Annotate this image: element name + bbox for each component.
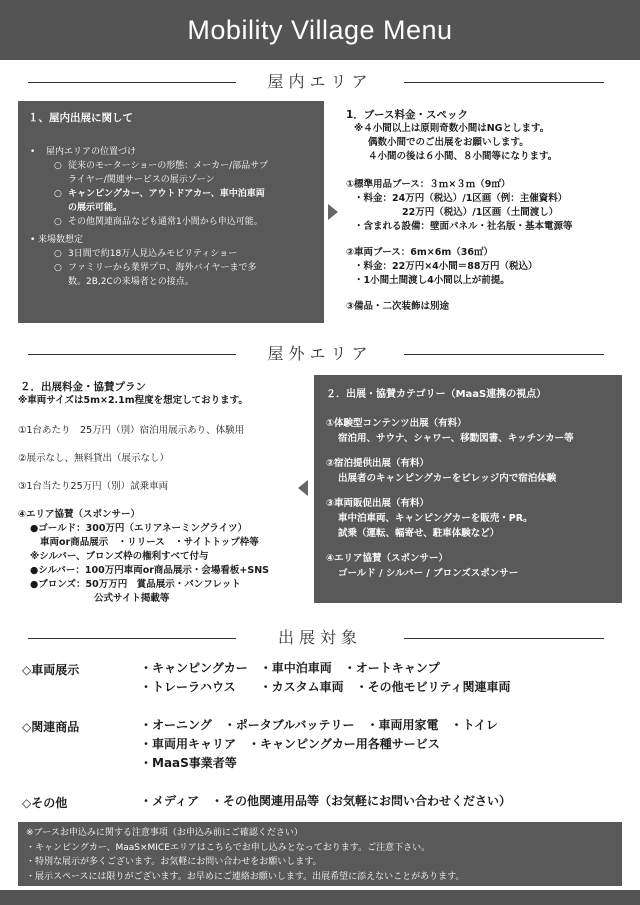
standard-booth-title: ①標準用品ブース：３ｍ×３ｍ（9㎡） (346, 179, 511, 190)
category-line: ・メディア ・その他関連用品等（お気軽にお問い合わせください） (140, 794, 512, 808)
sponsor-title: ④エリア協賛（スポンサー） (18, 509, 141, 520)
category-line: ・キャンピングカー ・車中泊車両 ・オートキャンプ (140, 661, 440, 675)
arrow-left-icon (298, 480, 308, 496)
outdoor-plan-heading: ２．出展料金・協賛プラン (20, 381, 146, 393)
booth-note: ※４小間以上は原則奇数小間はNGとします。 (354, 123, 550, 134)
booth-spec-heading: 1．ブース料金・スペック (346, 109, 468, 121)
sponsor-silver: ●シルバー：100万円車両or商品展示・会場看板+SNS (30, 565, 270, 576)
sponsor-gold-note: ※シルバー、ブロンズ枠の権利すべて付与 (30, 551, 209, 562)
page-header (0, 0, 640, 60)
category-title: ③車両販促出展（有料） (326, 498, 430, 509)
category-items-other (140, 792, 511, 811)
category-detail: 試乗（運転、幅寄せ、駐車体験など） (338, 528, 500, 539)
car-booth-note: ・1小間土間渡し4小間以上が前提。 (354, 275, 510, 286)
list-item: ○ ファミリーから業界プロ、海外バイヤーまで多 (54, 263, 257, 273)
sponsor-bronze: ●ブロンズ：50万万円 賞品展示・パンフレット (30, 579, 241, 590)
indoor-info-list (28, 145, 314, 289)
arrow-right-icon (328, 204, 338, 220)
category-label-products: ◇関連商品 (22, 720, 80, 734)
category-items-products (140, 716, 498, 773)
category-title: ④エリア協賛（スポンサー） (326, 553, 449, 564)
extra-note: ③備品・二次装飾は別途 (346, 301, 450, 312)
category-items-vehicles (140, 659, 510, 697)
targets-section-title (0, 626, 640, 650)
indoor-info-box (18, 101, 324, 323)
outdoor-plan-note: ※車両サイズは5m×2.1m程度を想定しております。 (18, 395, 248, 406)
outdoor-category-box (314, 375, 622, 603)
plan-item: ①1台あたり 25万円（別）宿泊用展示あり、体験用 (18, 425, 245, 436)
page-title: Mobility Village Menu (187, 15, 453, 45)
list-item: ○ その他関連商品なども通常1小間から申込可能。 (54, 217, 263, 227)
category-line: ・車両用キャリア ・キャンピングカー用各種サービス (140, 737, 440, 751)
list-item: • 屋内エリアの位置づけ (30, 147, 137, 157)
category-line: ・トレーラハウス ・カスタム車両 ・その他モビリティ関連車両 (140, 680, 511, 694)
standard-booth-price: ・料金：24万円（税込）/1区画（例：主催資料） (354, 193, 568, 204)
category-title: ①体験型コンテンツ出展（有料） (326, 418, 467, 429)
sponsor-gold: ●ゴールド：300万円（エリアネーミングライツ） (30, 523, 248, 534)
outdoor-section-title (0, 342, 640, 366)
sponsor-bronze-detail: 公式サイト掲載等 (94, 593, 170, 604)
standard-booth-price: 22万円（税込）/1区画（土間渡し） (402, 207, 559, 218)
category-label-other: ◇その他 (22, 796, 68, 810)
list-item: ○ 3日間で約18万人見込みモビリティショー (54, 249, 238, 259)
footer-notice-box (18, 822, 622, 886)
category-title: ②宿泊提供出展（有料） (326, 458, 430, 469)
outdoor-title-text: 屋外エリア (267, 344, 373, 363)
list-item: ライヤー/関連サービスの展示ゾーン (68, 175, 215, 185)
sponsor-gold-detail: 車両or商品展示 ・リリース ・サイトトップ枠等 (40, 537, 259, 548)
outdoor-plan (18, 380, 308, 606)
bottom-bar (0, 890, 640, 905)
plan-item: ③1台当たり25万円（別）試乗車両 (18, 481, 169, 492)
list-item: • 来場数想定 (30, 235, 84, 245)
category-detail: 車中泊車両、キャンピングカーを販売・PR。 (338, 513, 533, 524)
booth-note: 偶数小間でのご出展をお願いします。 (368, 137, 529, 148)
category-detail: ゴールド / シルバー / ブロンズスポンサー (338, 568, 519, 579)
list-item: ○ 従来のモーターショーの形態：メーカー/部品サプ (54, 161, 269, 171)
indoor-section-title (0, 70, 640, 94)
category-line: ・MaaS事業者等 (140, 756, 237, 770)
plan-item: ②展示なし、無料貸出（展示なし） (18, 453, 170, 464)
indoor-title-text: 屋内エリア (267, 72, 373, 91)
footer-line: ※ブースお申込みに関する注意事項（お申込み前にご確認ください） (26, 828, 303, 838)
list-item: 数。2B,2Cの来場者との接点。 (68, 277, 194, 287)
indoor-info-heading: １、屋内出展に関して (28, 112, 133, 124)
category-line: ・オーニング ・ポータブルバッテリー ・車両用家電 ・トイレ (140, 718, 498, 732)
category-detail: 出展者のキャンピングカーをビレッジ内で宿泊体験 (338, 473, 557, 484)
category-label-vehicles: ◇車両展示 (22, 663, 80, 677)
list-item: の展示可能。 (68, 203, 123, 213)
booth-spec (346, 108, 636, 314)
booth-note: ４小間の後は６小間、８小間等になります。 (368, 151, 558, 162)
list-item: ○ キャンピングカー、アウトドアカー、車中泊車両 (54, 189, 265, 199)
car-booth-title: ②車両ブース：6m×6m（36㎡） (346, 247, 493, 258)
targets-title-text: 出展対象 (277, 628, 362, 647)
outdoor-category-heading: ２．出展・協賛カテゴリー（MaaS連携の視点） (326, 389, 547, 400)
car-booth-price: ・料金：22万円×4小間＝88万円（税込） (354, 261, 538, 272)
footer-line: ・キャンピングカー、MaaS×MICEエリアはこちらでお申し込みとなっております。ご注意下さい。 (26, 842, 431, 853)
standard-booth-equipment: ・含まれる設備：壁面パネル・社名版・基本電源等 (354, 221, 573, 232)
category-detail: 宿泊用、サウナ、シャワー、移動図書、キッチンカー等 (338, 433, 574, 444)
footer-line: ・展示スペースには限りがございます。お早めにご連絡お願いします。出展希望に添えないことがあります。 (26, 871, 465, 882)
footer-line: ・特別な展示が多くございます。お気軽にお問い合わせをお願いします。 (26, 857, 322, 867)
